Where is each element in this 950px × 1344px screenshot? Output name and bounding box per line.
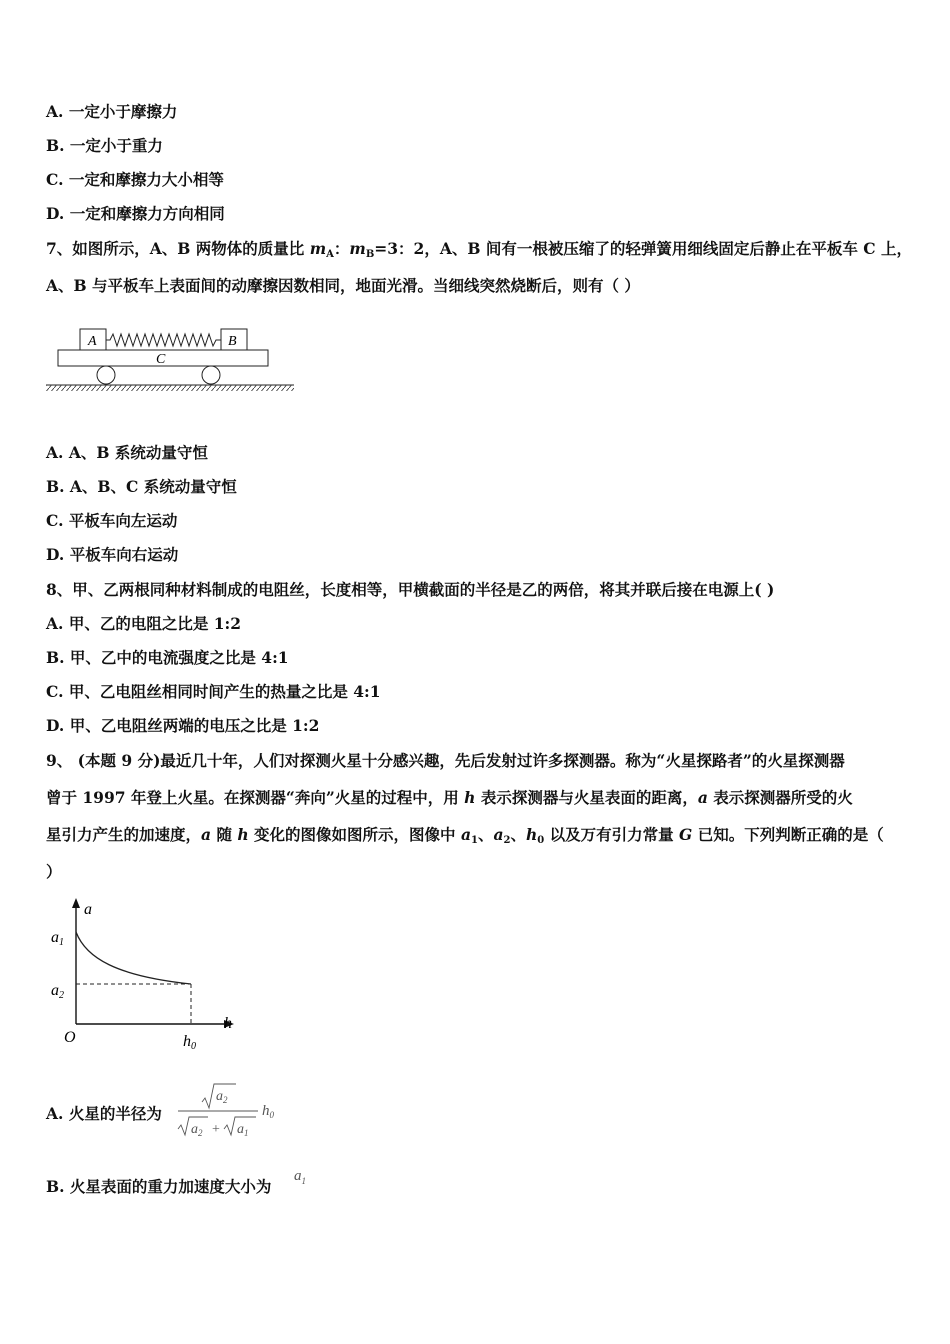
q9-stem-line3: 星引力产生的加速度，a 随 h 变化的图像如图所示，图像中 $a_1$、$a_2$、$h_0$ 以及万有引力常量 G 已知。下列判断正确的是（ [46, 825, 884, 846]
q8-option-d: D. 甲、乙电阻丝两端的电压之比是 1:2 [46, 716, 320, 735]
q8-option-b: B. 甲、乙中的电流强度之比是 4:1 [46, 648, 289, 667]
q9-option-a-formula [174, 1080, 284, 1144]
q9-stem-line1: 9、 (本题 9 分)最近几十年，人们对探测火星十分感兴趣，先后发射过许多探测器。称为“火星探路者”的火星探测器 [46, 751, 845, 770]
svg-text:a2: $a_2$ [216, 1089, 228, 1105]
q8-option-a: A. 甲、乙的电阻之比是 1:2 [46, 614, 242, 633]
graph-label-h0: h0 [183, 1033, 196, 1052]
q9-graph [46, 896, 246, 1056]
q6-option-c: C. 一定和摩擦力大小相等 [46, 170, 224, 189]
y-arrow [72, 898, 80, 908]
block-b-label: B [228, 334, 237, 349]
graph-label-o: O [64, 1029, 76, 1046]
q9-stem-line4: ） [46, 862, 62, 881]
graph-label-a1: a1 [51, 929, 64, 948]
q7-cart-figure [44, 322, 296, 394]
ground-hatch [46, 385, 294, 391]
graph-label-h: h [224, 1015, 232, 1032]
q7-option-d: D. 平板车向右运动 [46, 545, 179, 564]
q6-option-a: A. 一定小于摩擦力 [46, 102, 178, 121]
spring [106, 334, 221, 346]
q9-option-b-formula: $a_1$ [294, 1168, 306, 1186]
graph-label-a2: a2 [51, 982, 64, 1001]
q9-option-a: A. 火星的半径为 [46, 1104, 162, 1123]
q8-stem: 8、甲、乙两根同种材料制成的电阻丝，长度相等，甲横截面的半径是乙的两倍，将其并联后接在电源上( ) [46, 580, 775, 599]
svg-text:a1: $a_1$ [237, 1122, 249, 1138]
q7-stem-line2: A、B 与平板车上表面间的动摩擦因数相同，地面光滑。当细线突然烧断后，则有（ ） [46, 276, 640, 295]
wheel-left [97, 366, 115, 384]
cart-label: C [156, 352, 166, 367]
svg-text:+: + [212, 1122, 220, 1137]
q7-option-b: B. A、B、C 系统动量守恒 [46, 477, 237, 496]
curve [76, 932, 191, 984]
svg-text:h0: $h_0$ [262, 1103, 274, 1120]
q6-option-b: B. 一定小于重力 [46, 136, 163, 155]
q9-option-b: B. 火星表面的重力加速度大小为 [46, 1177, 272, 1196]
q7-option-a: A. A、B 系统动量守恒 [46, 443, 208, 462]
block-a-label: A [88, 334, 97, 349]
q7-stem-line1: 7、如图所示，A、B 两物体的质量比 $m_A$：$m_B=3$：2，A、B 间有一根被压缩了的轻弹簧用细线固定后静止在平板车 C 上， [46, 239, 912, 260]
q8-option-c: C. 甲、乙电阻丝相同时间产生的热量之比是 4:1 [46, 682, 381, 701]
q9-stem-line2: 曾于 1997 年登上火星。在探测器“奔向”火星的过程中，用 h 表示探测器与火星表面的距离，a 表示探测器所受的火 [46, 788, 853, 807]
svg-text:a2: $a_2$ [191, 1122, 203, 1138]
wheel-right [202, 366, 220, 384]
q7-option-c: C. 平板车向左运动 [46, 511, 178, 530]
q6-option-d: D. 一定和摩擦力方向相同 [46, 204, 225, 223]
graph-label-a: a [84, 901, 92, 918]
